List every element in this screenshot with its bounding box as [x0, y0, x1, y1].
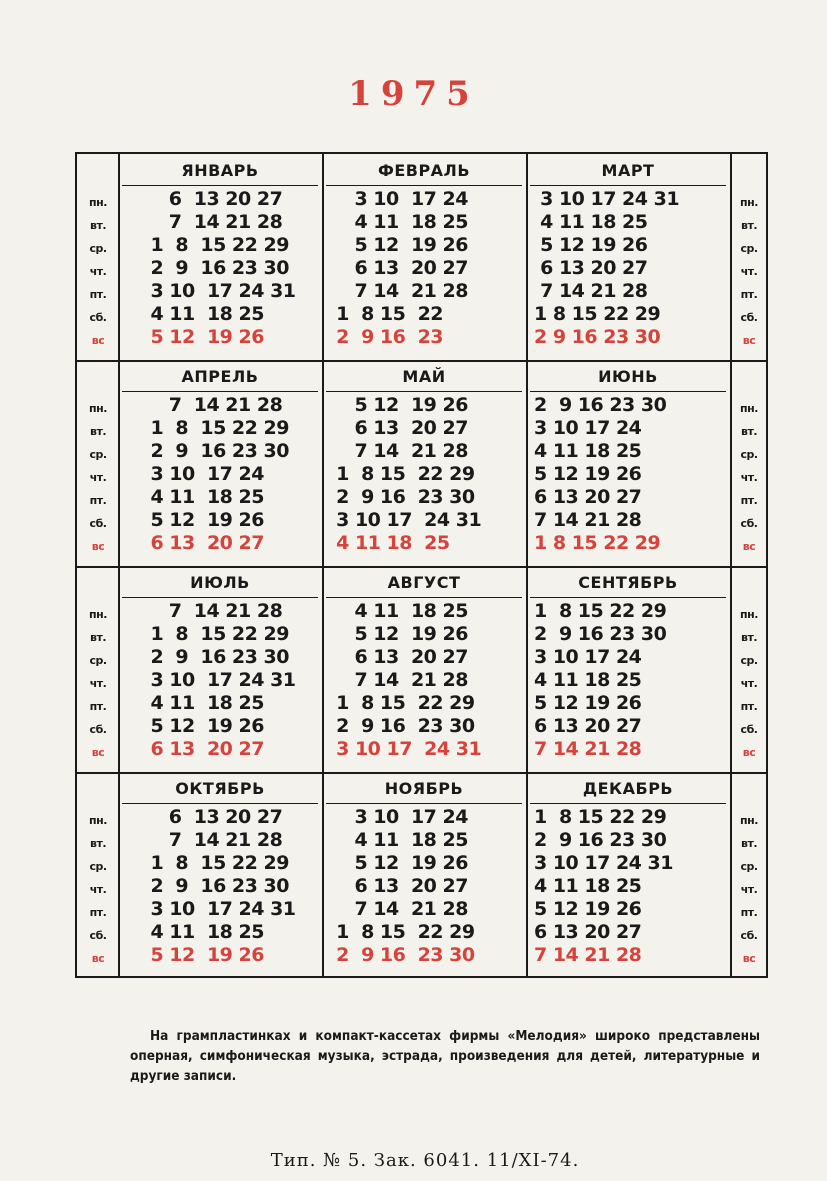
week-row: 6 13 20 27	[534, 921, 642, 943]
week-row: 5 12 19 26	[534, 234, 648, 256]
calendar-year: 1975	[348, 74, 479, 114]
weekday-label: чт.	[89, 265, 107, 278]
weekday-label: пн.	[89, 402, 107, 415]
week-row: 2 9 16 23 30	[330, 486, 475, 508]
week-row: 4 11 18 25	[126, 486, 264, 508]
month-name: МАЙ	[326, 362, 522, 392]
weekday-label: ср.	[740, 448, 758, 461]
weekday-label: вс	[742, 746, 756, 759]
weekday-label: вс	[742, 952, 756, 965]
month-name: ФЕВРАЛЬ	[326, 156, 522, 186]
week-row: 4 11 18 25	[126, 303, 264, 325]
week-row: 7 14 21 28	[126, 600, 283, 622]
weekday-label: пн.	[740, 814, 758, 827]
week-row: 5 12 19 26	[330, 394, 468, 416]
weekday-label: пт.	[740, 494, 758, 507]
month-name: СЕНТЯБРЬ	[530, 568, 726, 598]
weekday-label: ср.	[89, 860, 107, 873]
week-row: 2 9 16 23 30	[330, 944, 475, 966]
weekday-label: ср.	[89, 654, 107, 667]
week-row: 4 11 18 25	[126, 921, 264, 943]
month-name: НОЯБРЬ	[326, 774, 522, 804]
week-row: 1 8 15 22 29	[126, 417, 289, 439]
weekday-label: вт.	[89, 837, 106, 850]
month-name: ИЮНЬ	[530, 362, 726, 392]
week-row: 3 10 17 24	[534, 646, 642, 668]
divider	[118, 154, 120, 976]
week-row: 4 11 18 25	[330, 600, 468, 622]
weekday-label: пн.	[89, 608, 107, 621]
weekday-label: сб.	[89, 311, 107, 324]
weekday-label: сб.	[89, 517, 107, 530]
week-row: 2 9 16 23 30	[126, 875, 289, 897]
week-row: 4 11 18 25	[534, 669, 642, 691]
weekday-label: чт.	[740, 883, 758, 896]
divider	[526, 154, 528, 976]
weekday-label: пн.	[740, 402, 758, 415]
weekday-label: чт.	[740, 471, 758, 484]
weekday-label: ср.	[89, 448, 107, 461]
week-row: 7 14 21 28	[330, 280, 468, 302]
week-row: 5 12 19 26	[534, 898, 642, 920]
month-name: АВГУСТ	[326, 568, 522, 598]
week-row: 2 9 16 23 30	[126, 257, 289, 279]
week-row: 2 9 16 23	[330, 326, 444, 348]
week-row: 1 8 15 22 29	[534, 600, 667, 622]
weekday-label: пт.	[740, 906, 758, 919]
week-row: 7 14 21 28	[126, 829, 283, 851]
week-row: 4 11 18 25	[330, 211, 468, 233]
week-row: 7 14 21 28	[330, 898, 468, 920]
weekday-label: пт.	[740, 700, 758, 713]
week-row: 3 10 17 24	[126, 463, 264, 485]
weekday-label: чт.	[89, 883, 107, 896]
week-row: 5 12 19 26	[330, 234, 468, 256]
weekday-label: ср.	[740, 654, 758, 667]
week-row: 2 9 16 23 30	[534, 829, 667, 851]
week-row: 1 8 15 22 29	[126, 623, 289, 645]
week-row: 1 8 15 22 29	[330, 463, 475, 485]
week-row: 6 13 20 27	[330, 875, 468, 897]
week-row: 6 13 20 27	[330, 257, 468, 279]
week-row: 1 8 15 22 29	[330, 692, 475, 714]
week-row: 1 8 15 22 29	[126, 852, 289, 874]
weekday-label: вт.	[89, 219, 106, 232]
week-row: 5 12 19 26	[534, 463, 642, 485]
week-row: 2 9 16 23 30	[330, 715, 475, 737]
week-row: 5 12 19 26	[330, 623, 468, 645]
month-name: МАРТ	[530, 156, 726, 186]
month-name: ИЮЛЬ	[122, 568, 318, 598]
weekday-label: чт.	[740, 677, 758, 690]
weekday-label: вс	[91, 540, 105, 553]
weekday-label: вт.	[740, 219, 757, 232]
weekday-label: пт.	[89, 494, 107, 507]
weekday-label: сб.	[89, 723, 107, 736]
weekday-label: вт.	[89, 631, 106, 644]
week-row: 1 8 15 22 29	[534, 806, 667, 828]
weekday-label: пт.	[89, 906, 107, 919]
weekday-label: ср.	[89, 242, 107, 255]
week-row: 2 9 16 23 30	[534, 326, 661, 348]
month-name: ОКТЯБРЬ	[122, 774, 318, 804]
week-row: 2 9 16 23 30	[126, 440, 289, 462]
weekday-label: сб.	[740, 723, 758, 736]
week-row: 6 13 20 27	[330, 646, 468, 668]
week-row: 6 13 20 27	[534, 257, 648, 279]
weekday-label: чт.	[740, 265, 758, 278]
week-row: 3 10 17 24 31	[534, 188, 680, 210]
weekday-label: пн.	[740, 196, 758, 209]
week-row: 2 9 16 23 30	[534, 394, 667, 416]
weekday-label: пт.	[740, 288, 758, 301]
weekday-label: пн.	[89, 814, 107, 827]
month-name: ЯНВАРЬ	[122, 156, 318, 186]
week-row: 4 11 18 25	[534, 875, 642, 897]
week-row: 6 13 20 27	[534, 715, 642, 737]
week-row: 6 13 20 27	[126, 188, 283, 210]
week-row: 6 13 20 27	[126, 532, 264, 554]
week-row: 3 10 17 24 31	[126, 669, 296, 691]
week-row: 5 12 19 26	[126, 944, 264, 966]
weekday-label: сб.	[740, 311, 758, 324]
week-row: 1 8 15 22 29	[330, 921, 475, 943]
week-row: 3 10 17 24 31	[126, 898, 296, 920]
weekday-label: чт.	[89, 677, 107, 690]
week-row: 1 8 15 22 29	[534, 303, 661, 325]
week-row: 6 13 20 27	[330, 417, 468, 439]
weekday-label: вт.	[740, 837, 757, 850]
imprint: Тип. № 5. Зак. 6041. 11/XI-74.	[270, 1150, 580, 1171]
week-row: 5 12 19 26	[126, 715, 264, 737]
weekday-label: пн.	[89, 196, 107, 209]
month-name: ДЕКАБРЬ	[530, 774, 726, 804]
weekday-label: вс	[742, 540, 756, 553]
week-row: 4 11 18 25	[126, 692, 264, 714]
week-row: 5 12 19 26	[126, 509, 264, 531]
week-row: 2 9 16 23 30	[534, 623, 667, 645]
week-row: 3 10 17 24 31	[534, 852, 673, 874]
weekday-label: вт.	[740, 631, 757, 644]
week-row: 3 10 17 24 31	[330, 738, 482, 760]
week-row: 5 12 19 26	[126, 326, 264, 348]
weekday-label: вс	[91, 952, 105, 965]
week-row: 5 12 19 26	[330, 852, 468, 874]
week-row: 6 13 20 27	[126, 738, 264, 760]
weekday-label: ср.	[740, 242, 758, 255]
week-row: 4 11 18 25	[330, 829, 468, 851]
week-row: 1 8 15 22	[330, 303, 444, 325]
footnote: На грампластинках и компакт-кассетах фирмы «Мелодия» широко представлены оперная, симфоническая музыка, эстрада, произведения для детей, литературные и другие записи.	[130, 1028, 760, 1084]
weekday-label: вт.	[89, 425, 106, 438]
week-row: 7 14 21 28	[534, 738, 642, 760]
weekday-label: сб.	[89, 929, 107, 942]
weekday-label: сб.	[740, 929, 758, 942]
week-row: 7 14 21 28	[330, 669, 468, 691]
week-row: 5 12 19 26	[534, 692, 642, 714]
divider	[322, 154, 324, 976]
week-row: 7 14 21 28	[534, 509, 642, 531]
week-row: 6 13 20 27	[534, 486, 642, 508]
weekday-label: пт.	[89, 700, 107, 713]
month-name: АПРЕЛЬ	[122, 362, 318, 392]
weekday-label: вс	[91, 334, 105, 347]
week-row: 4 11 18 25	[534, 211, 648, 233]
weekday-label: пт.	[89, 288, 107, 301]
week-row: 7 14 21 28	[534, 944, 642, 966]
weekday-label: вс	[91, 746, 105, 759]
week-row: 7 14 21 28	[126, 211, 283, 233]
weekday-label: чт.	[89, 471, 107, 484]
week-row: 1 8 15 22 29	[534, 532, 661, 554]
week-row: 6 13 20 27	[126, 806, 283, 828]
week-row: 3 10 17 24	[534, 417, 642, 439]
weekday-label: вт.	[740, 425, 757, 438]
week-row: 7 14 21 28	[330, 440, 468, 462]
week-row: 4 11 18 25	[330, 532, 450, 554]
week-row: 3 10 17 24	[330, 806, 468, 828]
week-row: 7 14 21 28	[126, 394, 283, 416]
week-row: 1 8 15 22 29	[126, 234, 289, 256]
week-row: 7 14 21 28	[534, 280, 648, 302]
week-row: 2 9 16 23 30	[126, 646, 289, 668]
week-row: 3 10 17 24	[330, 188, 468, 210]
weekday-label: сб.	[740, 517, 758, 530]
weekday-label: пн.	[740, 608, 758, 621]
week-row: 3 10 17 24 31	[330, 509, 482, 531]
week-row: 3 10 17 24 31	[126, 280, 296, 302]
weekday-label: ср.	[740, 860, 758, 873]
week-row: 4 11 18 25	[534, 440, 642, 462]
weekday-label: вс	[742, 334, 756, 347]
